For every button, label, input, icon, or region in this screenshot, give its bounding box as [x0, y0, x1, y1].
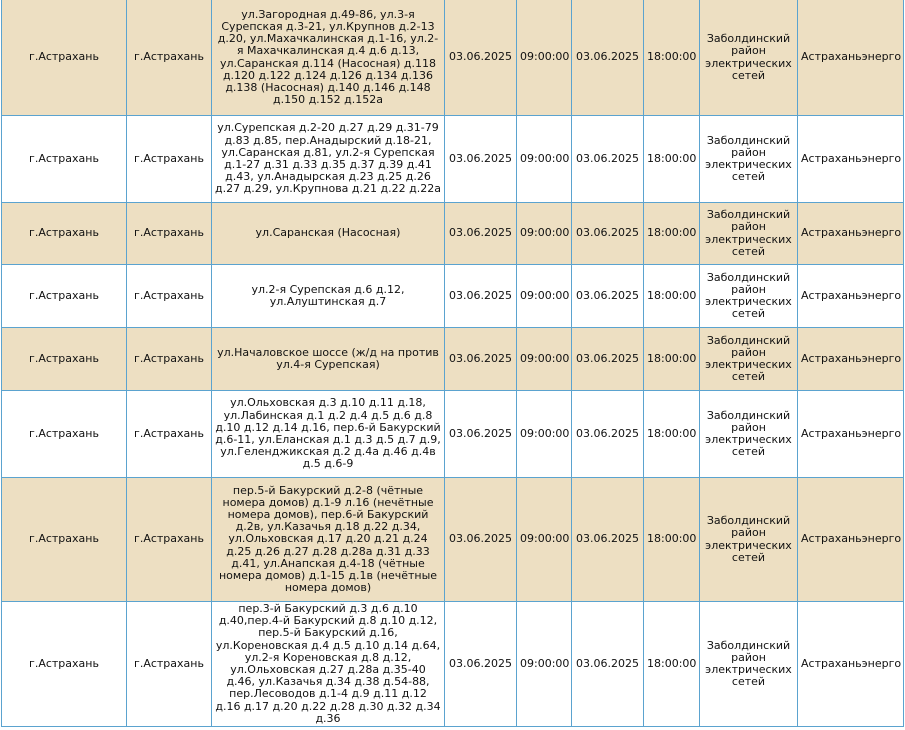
district-cell: Заболдинский район электрических сетей	[700, 116, 798, 203]
start-date-cell: 03.06.2025	[445, 203, 517, 265]
address-cell: пер.5-й Бакурский д.2-8 (чётные номера домов) д.1-9 л.16 (нечётные номера домов), пер.6-й Бакурский д.2в, ул.Казачья д.18 д.22 д.34, ул.Ольховская д.17 д.20 д.21 д.24 д.25 д.26 д.27 д.28 д.28а д.31 д.33 д.41, ул.Анапская д.4-18 (чётные номера домов) д.1-15 д.1в (нечётные номера домов)	[212, 478, 445, 602]
company-cell: Астраханьэнерго	[798, 0, 904, 116]
address-cell: ул.Началовское шоссе (ж/д на против ул.4-я Сурепская)	[212, 328, 445, 391]
address-cell: ул.Саранская (Насосная)	[212, 203, 445, 265]
end-date-cell: 03.06.2025	[572, 391, 644, 478]
region-cell: г.Астрахань	[2, 602, 127, 727]
end-time-cell: 18:00:00	[644, 203, 700, 265]
region-cell: г.Астрахань	[2, 265, 127, 328]
table-row	[2, 602, 904, 727]
start-time-cell: 09:00:00	[517, 116, 572, 203]
end-time-cell: 18:00:00	[644, 116, 700, 203]
company-cell: Астраханьэнерго	[798, 478, 904, 602]
end-date-cell: 03.06.2025	[572, 203, 644, 265]
end-date-cell: 03.06.2025	[572, 328, 644, 391]
start-time-cell: 09:00:00	[517, 0, 572, 116]
table-row	[2, 478, 904, 602]
address-cell: ул.Ольховская д.3 д.10 д.11 д.18, ул.Лабинская д.1 д.2 д.4 д.5 д.6 д.8 д.10 д.12 д.14 д.16, пер.6-й Бакурский д.6-11, ул.Еланская д.1 д.3 д.5 д.7 д.9, ул.Геленджикская д.2 д.4а д.46 д.4в д.5 д.6-9	[212, 391, 445, 478]
start-date-cell: 03.06.2025	[445, 391, 517, 478]
company-cell: Астраханьэнерго	[798, 602, 904, 727]
end-time-cell: 18:00:00	[644, 602, 700, 727]
company-cell: Астраханьэнерго	[798, 391, 904, 478]
region-cell: г.Астрахань	[2, 203, 127, 265]
region-cell: г.Астрахань	[2, 478, 127, 602]
locality-cell: г.Астрахань	[127, 602, 212, 727]
district-cell: Заболдинский район электрических сетей	[700, 328, 798, 391]
locality-cell: г.Астрахань	[127, 265, 212, 328]
start-time-cell: 09:00:00	[517, 203, 572, 265]
address-cell: ул.Сурепская д.2-20 д.27 д.29 д.31-79 д.83 д.85, пер.Анадырский д.18-21, ул.Саранская д.81, ул.2-я Сурепская д.1-27 д.31 д.33 д.35 д.37 д.39 д.41 д.43, ул.Анадырская д.23 д.25 д.26 д.27 д.29, ул.Крупнова д.21 д.22 д.22а	[212, 116, 445, 203]
start-time-cell: 09:00:00	[517, 391, 572, 478]
start-date-cell: 03.06.2025	[445, 116, 517, 203]
start-time-cell: 09:00:00	[517, 328, 572, 391]
end-date-cell: 03.06.2025	[572, 265, 644, 328]
table-row	[2, 116, 904, 203]
company-cell: Астраханьэнерго	[798, 116, 904, 203]
region-cell: г.Астрахань	[2, 116, 127, 203]
outage-table	[1, 0, 904, 727]
start-time-cell: 09:00:00	[517, 602, 572, 727]
district-cell: Заболдинский район электрических сетей	[700, 0, 798, 116]
table-row	[2, 265, 904, 328]
region-cell: г.Астрахань	[2, 328, 127, 391]
end-time-cell: 18:00:00	[644, 478, 700, 602]
district-cell: Заболдинский район электрических сетей	[700, 203, 798, 265]
address-cell: пер.3-й Бакурский д.3 д.6 д.10 д.40,пер.4-й Бакурский д.8 д.10 д.12, пер.5-й Бакурский д.16, ул.Кореновская д.4 д.5 д.10 д.14 д.64, ул.2-я Кореновская д.8 д.12, ул.Ольховская д.27 д.28а д.35-40 д.46, ул.Казачья д.34 д.38 д.54-88, пер.Лесоводов д.1-4 д.9 д.11 д.12 д.16 д.17 д.20 д.22 д.28 д.30 д.32 д.34 д.36	[212, 602, 445, 727]
district-cell: Заболдинский район электрических сетей	[700, 602, 798, 727]
district-cell: Заболдинский район электрических сетей	[700, 478, 798, 602]
locality-cell: г.Астрахань	[127, 478, 212, 602]
end-time-cell: 18:00:00	[644, 328, 700, 391]
company-cell: Астраханьэнерго	[798, 203, 904, 265]
end-time-cell: 18:00:00	[644, 391, 700, 478]
end-time-cell: 18:00:00	[644, 0, 700, 116]
address-cell: ул.Загородная д.49-86, ул.3-я Сурепская д.3-21, ул.Крупнов д.2-13 д.20, ул.Махачкалинская д.1-16, ул.2-я Махачкалинская д.4 д.6 д.13, ул.Саранская д.114 (Насосная) д.118 д.120 д.122 д.124 д.126 д.134 д.136 д.138 (Насосная) д.140 д.146 д.148 д.150 д.152 д.152а	[212, 0, 445, 116]
start-time-cell: 09:00:00	[517, 265, 572, 328]
address-cell: ул.2-я Сурепская д.6 д.12, ул.Алуштинская д.7	[212, 265, 445, 328]
end-date-cell: 03.06.2025	[572, 0, 644, 116]
end-date-cell: 03.06.2025	[572, 478, 644, 602]
region-cell: г.Астрахань	[2, 0, 127, 116]
company-cell: Астраханьэнерго	[798, 265, 904, 328]
region-cell: г.Астрахань	[2, 391, 127, 478]
end-date-cell: 03.06.2025	[572, 116, 644, 203]
table-row	[2, 391, 904, 478]
end-date-cell: 03.06.2025	[572, 602, 644, 727]
table-row	[2, 0, 904, 116]
start-date-cell: 03.06.2025	[445, 328, 517, 391]
district-cell: Заболдинский район электрических сетей	[700, 391, 798, 478]
district-cell: Заболдинский район электрических сетей	[700, 265, 798, 328]
start-date-cell: 03.06.2025	[445, 478, 517, 602]
end-time-cell: 18:00:00	[644, 265, 700, 328]
start-time-cell: 09:00:00	[517, 478, 572, 602]
start-date-cell: 03.06.2025	[445, 0, 517, 116]
company-cell: Астраханьэнерго	[798, 328, 904, 391]
locality-cell: г.Астрахань	[127, 328, 212, 391]
locality-cell: г.Астрахань	[127, 0, 212, 116]
start-date-cell: 03.06.2025	[445, 265, 517, 328]
locality-cell: г.Астрахань	[127, 203, 212, 265]
table-row	[2, 328, 904, 391]
table-row	[2, 203, 904, 265]
locality-cell: г.Астрахань	[127, 391, 212, 478]
start-date-cell: 03.06.2025	[445, 602, 517, 727]
locality-cell: г.Астрахань	[127, 116, 212, 203]
